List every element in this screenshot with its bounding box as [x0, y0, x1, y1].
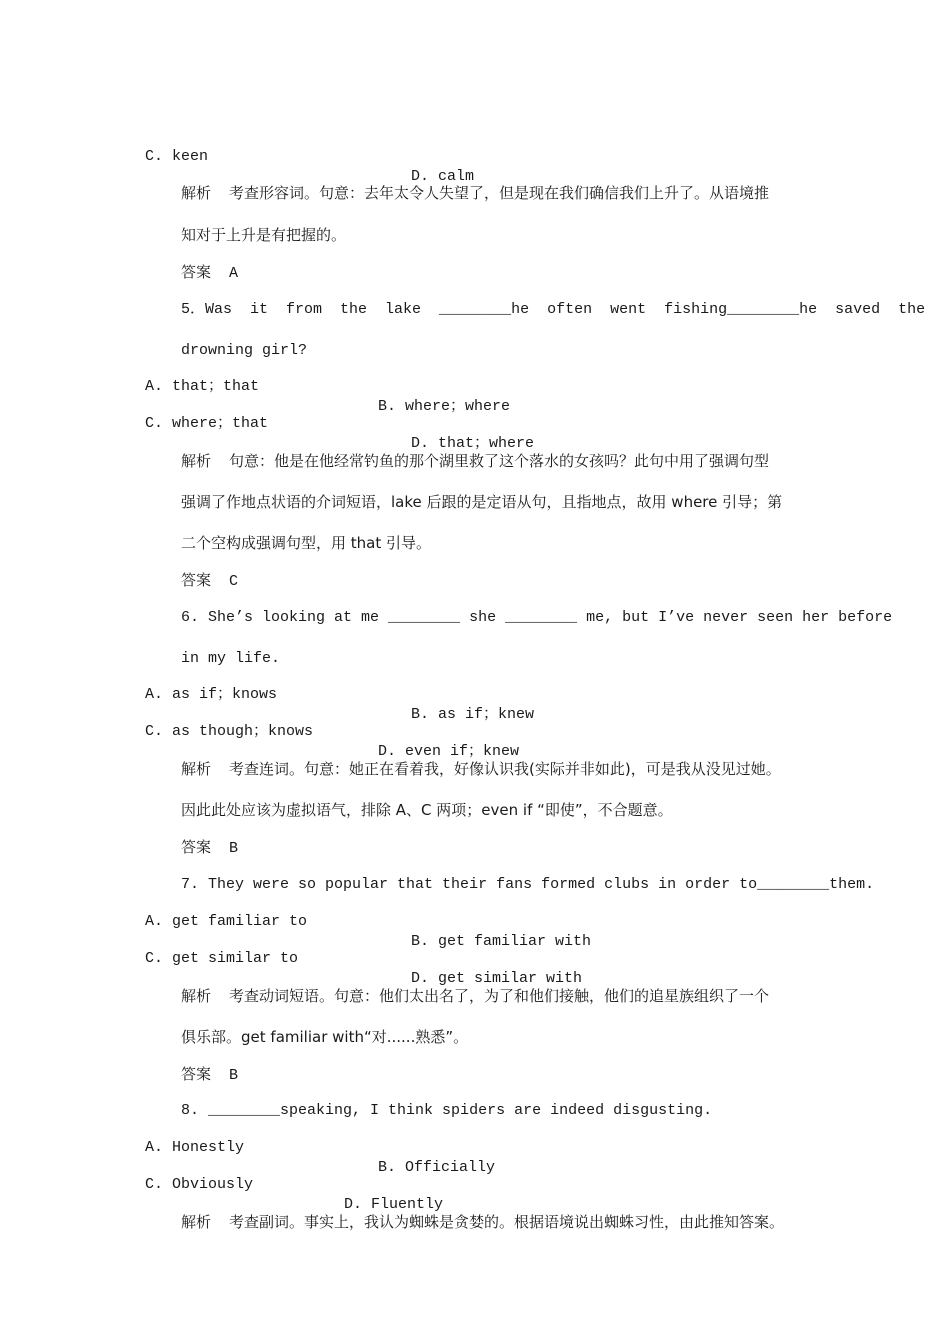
q5-analysis-line2: 强调了作地点状语的介词短语，lake 后跟的是定语从句，且指地点，故用 where 引导；第: [181, 493, 783, 511]
q6-option-d: D. even if；knew: [378, 743, 520, 760]
q5-option-b: B. where；where: [378, 398, 511, 415]
q5-analysis-line3: 二个空构成强调句型，用 that 引导。: [181, 534, 432, 552]
q8-analysis: [145, 1192, 813, 1254]
q7-option-d: D. get similar with: [411, 970, 583, 987]
q4-answer-value: A: [229, 265, 239, 282]
q6-option-c: C. as though；knows: [145, 723, 314, 740]
q6-analysis-line1: 考查连词。句意：她正在看着我，好像认识我(实际并非如此)，可是我从没见过她。: [229, 760, 781, 778]
q8-option-b: B. Officially: [378, 1159, 496, 1176]
q7-analysis-line1: 考查动词短语。句意：他们太出名了，为了和他们接触，他们的追星族组织了一个: [229, 987, 770, 1005]
q7-option-a: A. get familiar to: [145, 913, 308, 930]
q4-analysis-line2: 知对于上升是有把握的。: [181, 226, 347, 244]
q5-stem-line1: 5．Was it from the lake ________he often went fishing________he saved the: [181, 301, 926, 318]
q8-analysis-line1: 考查副词。事实上，我认为蜘蛛是贪婪的。根据语境说出蜘蛛习性，由此推知答案。: [229, 1213, 785, 1231]
q7-answer-label: 答案: [181, 1065, 212, 1083]
q4-analysis-label: 解析: [181, 184, 212, 202]
q4-analysis-line1: 考查形容词。句意：去年太令人失望了，但是现在我们确信我们上升了。从语境推: [229, 184, 770, 202]
q7-answer-value: B: [229, 1067, 239, 1084]
q4-option-c: C. keen: [145, 148, 209, 165]
q5-option-d: D. that；where: [411, 435, 535, 452]
q5-stem-line2: drowning girl?: [181, 342, 308, 359]
q6-answer-value: B: [229, 840, 239, 857]
q5-option-a: A. that；that: [145, 378, 260, 395]
q6-answer-label: 答案: [181, 838, 212, 856]
q7-analysis-label: 解析: [181, 987, 212, 1005]
q8-analysis-label: 解析: [181, 1213, 212, 1231]
q6-stem-line2: in my life.: [181, 650, 281, 667]
q5-answer-value: C: [229, 573, 239, 590]
q4-answer-label: 答案: [181, 263, 212, 281]
q6-option-b: B. as if；knew: [411, 706, 535, 723]
q8-stem-line1: 8. ________speaking, I think spiders are indeed disgusting.: [181, 1102, 713, 1119]
q7-option-b: B. get familiar with: [411, 933, 592, 950]
q7-option-c: C. get similar to: [145, 950, 299, 967]
q5-analysis-line1: 句意：他是在他经常钓鱼的那个湖里救了这个落水的女孩吗？此句中用了强调句型: [229, 452, 770, 470]
q5-analysis-label: 解析: [181, 452, 212, 470]
q5-option-c: C. where；that: [145, 415, 269, 432]
q8-option-a: A. Honestly: [145, 1139, 245, 1156]
q6-analysis-line2: 因此此处应该为虚拟语气，排除 A、C 两项；even if “即使”，不合题意。: [181, 801, 673, 819]
q6-stem-line1: 6. She’s looking at me ________ she ________ me, but I’ve never seen her before: [181, 609, 893, 626]
q7-stem-line1: 7. They were so popular that their fans formed clubs in order to________them.: [181, 876, 875, 893]
q8-option-d: D. Fluently: [344, 1196, 444, 1213]
q6-analysis-label: 解析: [181, 760, 212, 778]
q4-option-d: D. calm: [411, 168, 475, 185]
q8-option-c: C. Obviously: [145, 1176, 254, 1193]
q6-option-a: A. as if；knows: [145, 686, 278, 703]
q5-answer-label: 答案: [181, 571, 212, 589]
q7-analysis-line2: 俱乐部。get familiar with“对......熟悉”。: [181, 1028, 469, 1046]
